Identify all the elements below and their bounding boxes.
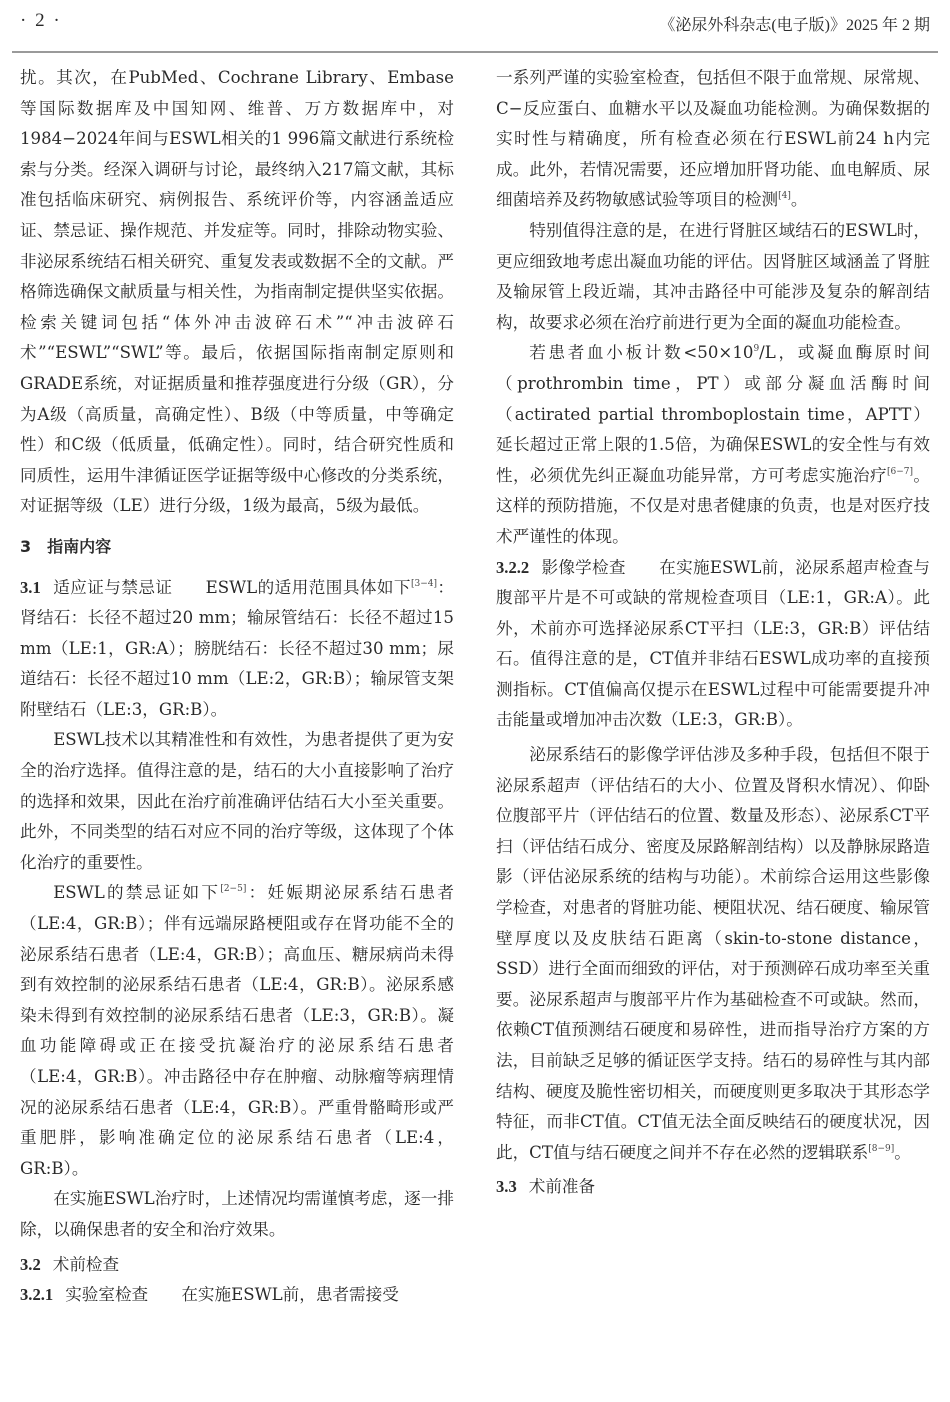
paragraph-lab — [496, 63, 930, 216]
imaging-exam-text: 在实施ESWL前，泌尿系超声检查与腹部平片是不可或缺的常规检查项目（LE:1，GR:A）。此外，术前亦可选择泌尿系CT平扫（LE:3，GR:B）评估结石。值得注意的是，CT值并非结石ESWL成功率的直接预测指标。CT值偏高仅提示在ESWL过程中可能需要提升冲击能量或增加冲击次数（LE:3，GR:B）。 — [496, 557, 931, 730]
exponent: 9 — [753, 344, 760, 355]
lab-text: 一系列严谨的实验室检查，包括但不限于血常规、尿常规、C−反应蛋白、血糖水平以及凝血功能检测。为确保数据的实时性与精确度，所有检查必须在行ESWL前24 h内完成。此外，若情况需要，还应增加肝肾功能、血电解质、尿细菌培养及药物敏感试验等项目的检测 — [496, 68, 930, 210]
right-column — [496, 63, 930, 1203]
subsection-number: 3.2.1 — [20, 1285, 54, 1305]
subsection-number: 3.3 — [496, 1177, 517, 1197]
journal-title: 《泌尿外科杂志(电子版)》2025 年 2 期 — [659, 17, 930, 34]
paragraph-methods: 扰。其次，在PubMed、Cochrane Library、Embase等国际数据库及中国知网、维普、万方数据库中，对1984−2024年间与ESWL相关的1 996篇文献进行系统检索与分类。经深入调研与讨论，最终纳入217篇文献，其标准包括临床研究、病例报告、系统评价等，内容涵盖适应证、禁忌证、操作规范、并发症等。同时，排除动物实验、非泌尿系统结石相关研究、重复发表或数据不全的文献。严格筛选确保文献质量与相关性，为指南制定提供坚实依据。检索关键词包括“体外冲击波碎石术”“冲击波碎石术”“ESWL”“SWL”等。最后，依据国际指南制定原则和GRADE系统，对证据质量和推荐强度进行分级（GR），分为A级（高质量，高确定性）、B级（中等质量，中等确定性）和C级（低质量，低确定性）。同时，结合研究性质和同质性，运用牛津循证医学证据等级中心修改的分类系统，对证据等级（LE）进行分级，1级为最高，5级为最低。 — [20, 68, 454, 516]
paragraph-contraindications — [20, 878, 454, 1184]
indications-text-b: ：肾结石：长径不超过20 mm；输尿管结石：长径不超过15 mm（LE:1，GR:A）；膀胱结石：长径不超过30 mm；尿道结石：长径不超过10 mm（LE:2，GR:B）；输尿管支架附壁结石（LE:3，GR:B）。 — [20, 577, 455, 719]
subsection-title: 影像学检查 — [541, 557, 626, 577]
citation[interactable]: [2−5] — [220, 884, 247, 895]
platelet-text-b: /L，或凝血酶原时间（prothrombin time，PT）或部分凝血活酶时间（actirated partial thromboplostain time，APTT）延长超过正常上限的1.5倍，为确保ESWL的安全性与有效性，必须优先纠正凝血功能异常，方可考虑实施治疗 — [496, 343, 930, 485]
subsection-title: 术前检查 — [52, 1254, 120, 1274]
platelet-text-c: 。这样的预防措施，不仅是对患者健康的负责，也是对医疗技术严谨性的体现。 — [496, 465, 930, 546]
section-number: 3 — [20, 536, 32, 556]
subsection-number: 3.2 — [20, 1254, 41, 1274]
citation[interactable]: [6−7] — [886, 466, 913, 477]
imaging-text: 泌尿系结石的影像学评估涉及多种手段，包括但不限于泌尿系超声（评估结石的大小、位置及肾积水情况）、仰卧位腹部平片（评估结石的位置、数量及形态）、泌尿系CT平扫（评估结石成分、密度及尿路解剖结构）以及静脉尿路造影（评估泌尿系统的结构与功能）。术前综合运用这些影像学检查，对患者的肾脏功能、梗阻状况、结石硬度、输尿管壁厚度以及皮肤结石距离（skin-to-stone distance，SSD）进行全面而细致的评估，对于预测碎石成功率至关重要。泌尿系超声与腹部平片作为基础检查不可或缺。然而，依赖CT值预测结石硬度和易碎性，进而指导治疗方案的方法，目前缺乏足够的循证医学支持。结石的易碎性与其内部结构、硬度及脆性密切相关，而硬度则更多取决于其形态学特征，而非CT值。CT值无法全面反映结石的硬度状况，因此，CT值与结石硬度之间并不存在必然的逻辑联系 — [496, 745, 930, 1162]
paragraph-lab-start — [20, 1280, 454, 1311]
subsection-number: 3.2.2 — [496, 557, 530, 577]
subsection-title: 适应证与禁忌证 — [52, 577, 173, 597]
subsection-heading-3-3 — [496, 1172, 930, 1203]
citation[interactable]: [4] — [778, 191, 791, 202]
contra-text-b: ：妊娠期泌尿系结石患者（LE:4，GR:B）；伴有远端尿路梗阻或存在肾功能不全的泌尿系结石患者（LE:4，GR:B）；高血压、糖尿病尚未得到有效控制的泌尿系结石患者（LE:4，GR:B）。泌尿系感染未得到有效控制的泌尿系结石患者（LE:3，GR:B）。凝血功能障碍或正在接受抗凝治疗的泌尿系结石患者（LE:4，GR:B）。冲击路径中存在肿瘤、动脉瘤等病理情况的泌尿系结石患者（LE:4，GR:B）。严重骨骼畸形或严重肥胖，影响准确定位的泌尿系结石患者（LE:4，GR:B）。 — [20, 883, 455, 1178]
paragraph-imaging — [496, 740, 930, 1168]
subsection-title: 实验室检查 — [65, 1285, 149, 1305]
lab-text-end: 。 — [790, 190, 808, 210]
paragraph-platelet — [496, 338, 930, 552]
citation[interactable]: [3−4] — [410, 578, 437, 589]
imaging-text-end: 。 — [894, 1142, 911, 1162]
left-column — [20, 63, 454, 1311]
section-title: 指南内容 — [47, 536, 112, 556]
paragraph-imaging-exam — [496, 553, 930, 737]
paragraph-indications — [20, 573, 454, 726]
lab-text-start: 在实施ESWL前，患者需接受 — [181, 1285, 399, 1305]
subsection-heading-3-2 — [20, 1250, 454, 1281]
platelet-text-a: 若患者血小板计数<50×10 — [529, 343, 754, 363]
page-header — [0, 0, 950, 56]
paragraph-kidney: 特别值得注意的是，在进行肾脏区域结石的ESWL时，更应细致地考虑出凝血功能的评估。因肾脏区域涵盖了肾脏及输尿管上段近端，其冲击路径中可能涉及复杂的解剖结构，故要求必须在治疗前进行更为全面的凝血功能检查。 — [496, 220, 930, 332]
indications-text-a: ESWL的适用范围具体如下 — [205, 577, 411, 597]
citation[interactable]: [8−9] — [868, 1143, 895, 1154]
page-number: · 2 · — [20, 10, 62, 31]
section-heading-3 — [20, 532, 454, 563]
subsection-number: 3.1 — [20, 577, 41, 597]
header-rule — [12, 51, 938, 53]
paragraph-technique: ESWL技术以其精准性和有效性，为患者提供了更为安全的治疗选择。值得注意的是，结石的大小直接影响了治疗的选择和效果，因此在治疗前准确评估结石大小至关重要。此外，不同类型的结石对应不同的治疗等级，这体现了个体化治疗的重要性。 — [20, 730, 454, 872]
subsection-title: 术前准备 — [528, 1177, 596, 1197]
contra-text-a: ESWL的禁忌证如下 — [53, 883, 221, 903]
paragraph-caution: 在实施ESWL治疗时，上述情况均需谨慎考虑，逐一排除，以确保患者的安全和治疗效果。 — [20, 1189, 454, 1239]
